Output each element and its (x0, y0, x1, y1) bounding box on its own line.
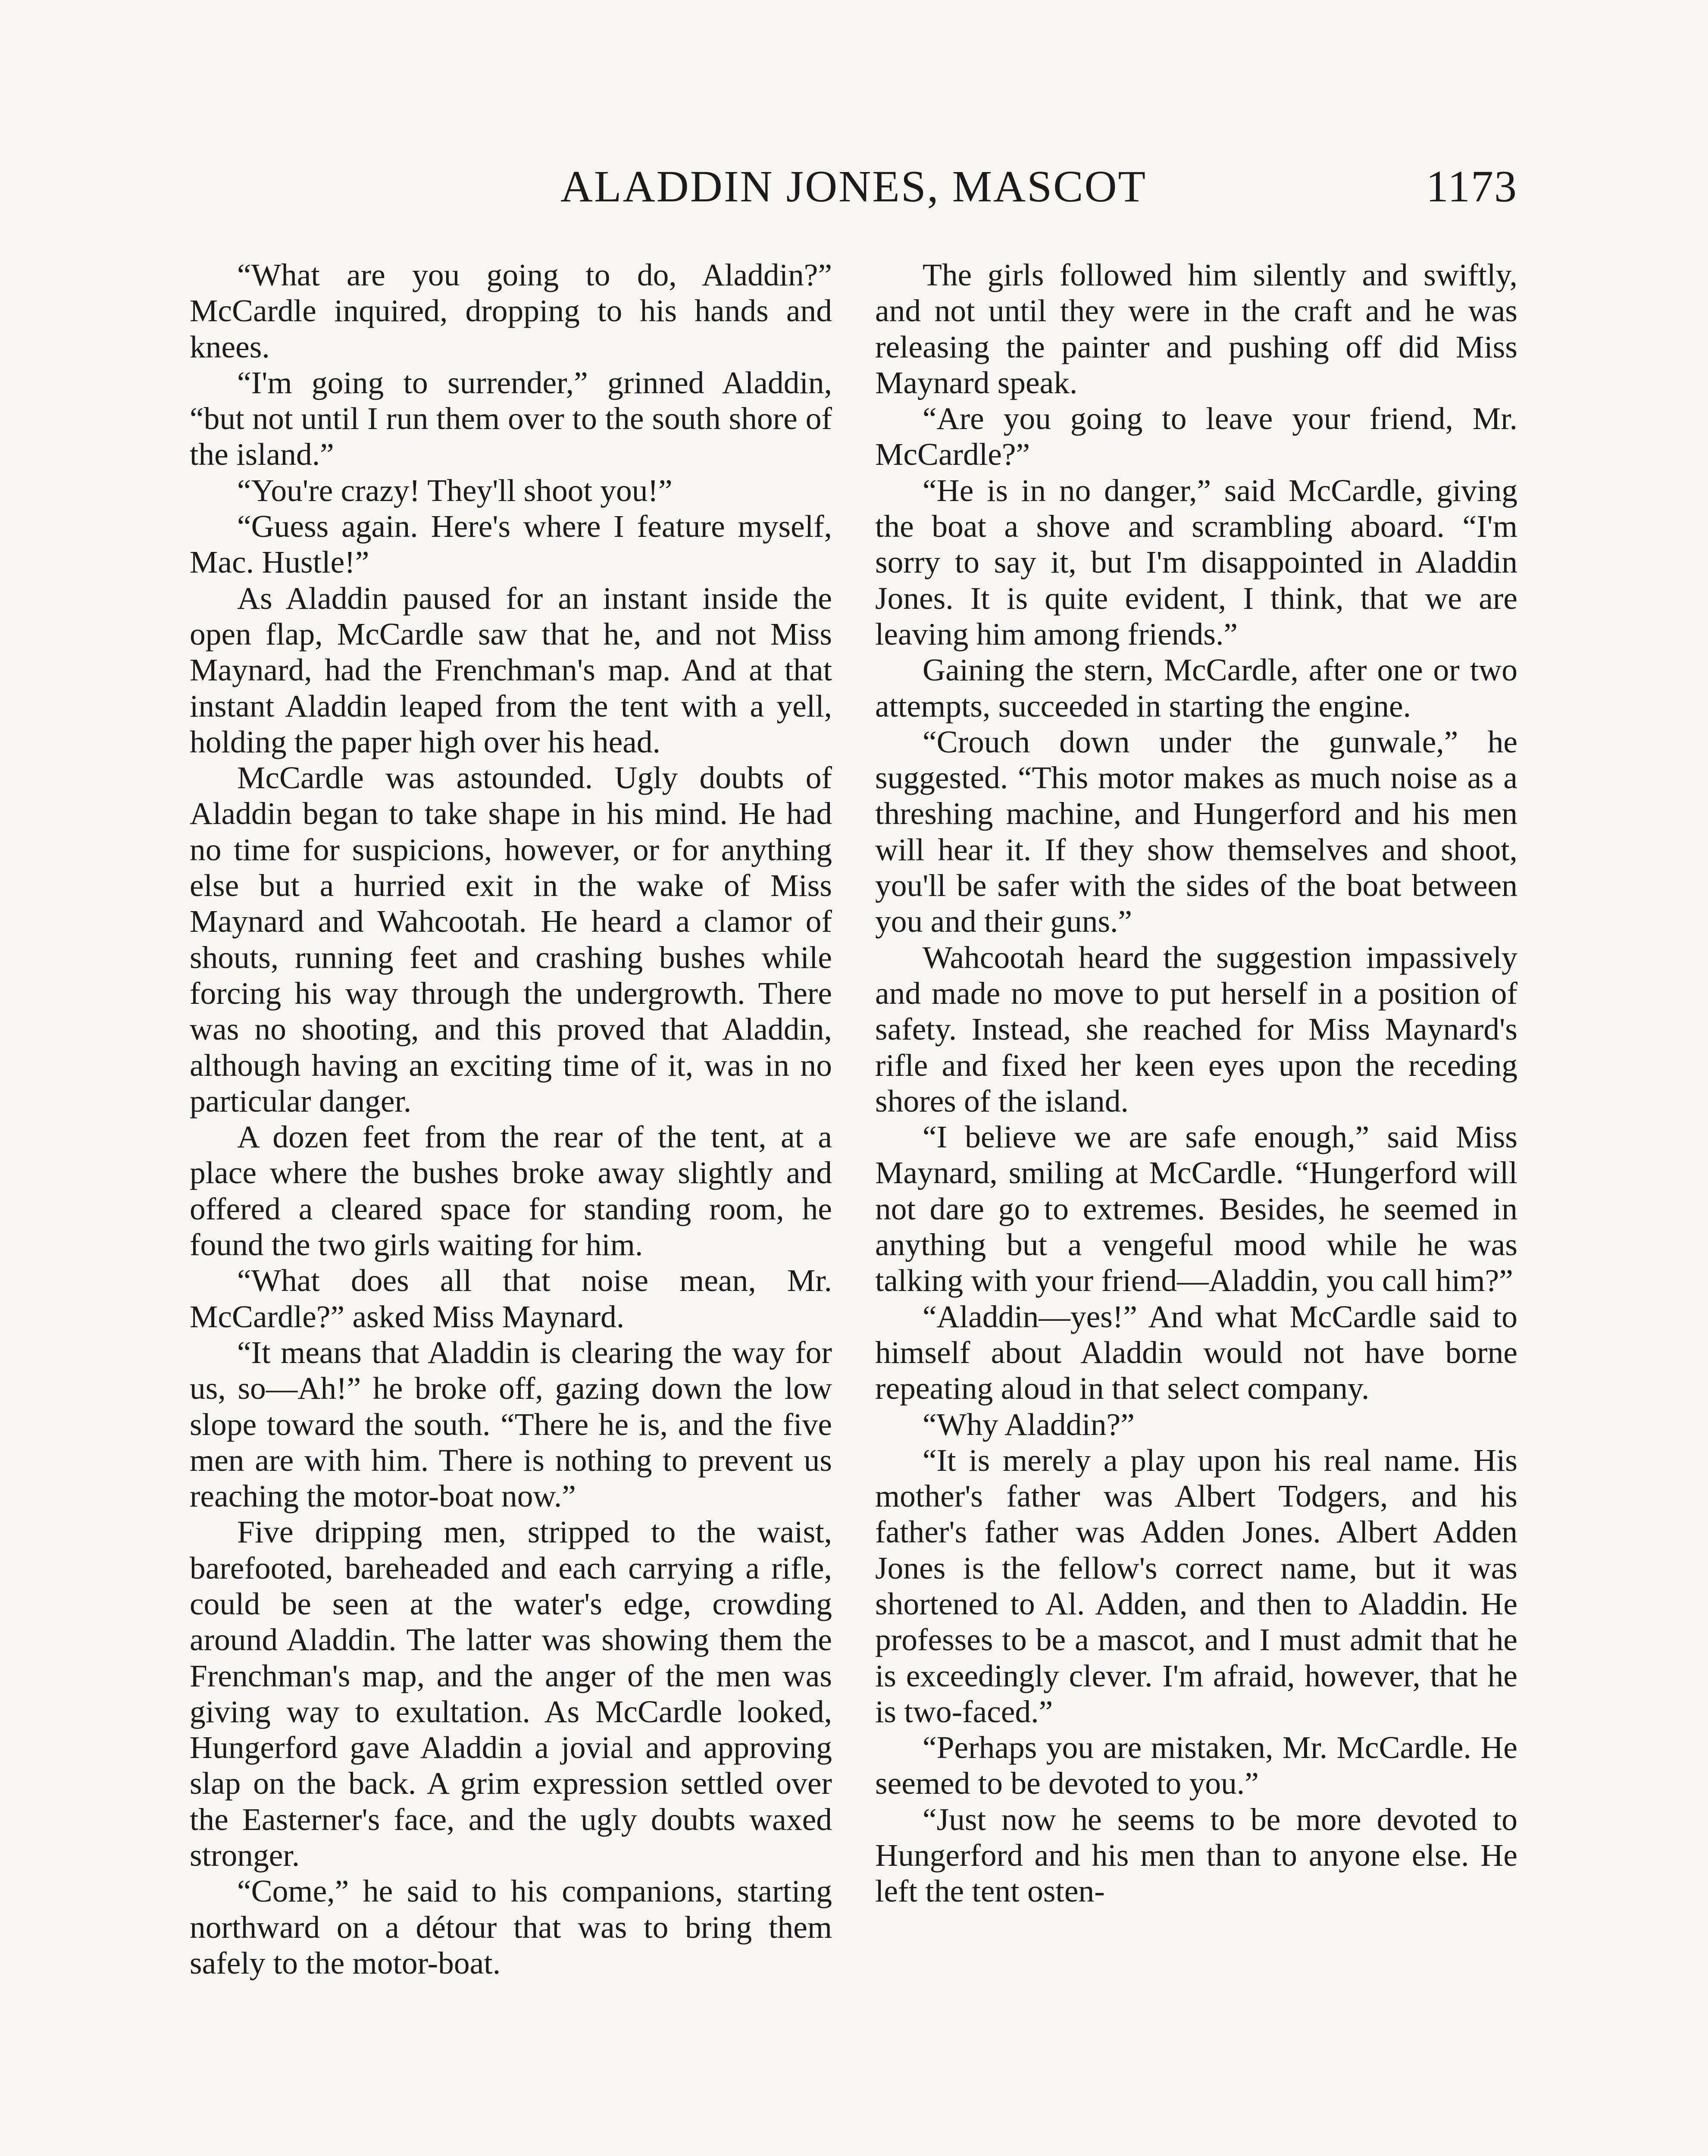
paragraph: “I believe we are safe enough,” said Miss Maynard, smiling at McCardle. “Hungerford will not dare go to extremes. Besides, he seemed in anything but a vengeful mood while he was talking with your friend—Aladdin, you call him?” (875, 1119, 1517, 1298)
paragraph: A dozen feet from the rear of the tent, at a place where the bushes broke away slightly and offered a cleared space for standing room, he found the two girls waiting for him. (190, 1119, 832, 1263)
paragraph: Wahcootah heard the suggestion impassively and made no move to put herself in a position of safety. Instead, she reached for Miss Maynard's rifle and fixed her keen eyes upon the receding shores of the island. (875, 940, 1517, 1119)
paragraph: “You're crazy! They'll shoot you!” (237, 473, 673, 508)
paragraph: “Come,” he said to his companions, starting northward on a détour that was to bring them safely to the motor-boat. (190, 1874, 832, 1981)
paragraph: As Aladdin paused for an instant inside the open flap, McCardle saw that he, and not Miss Maynard, had the Frenchman's map. And at that instant Aladdin leaped from the tent with a yell, holding the paper high over his head. (190, 580, 832, 759)
running-head (190, 154, 1517, 219)
paragraph: “It is merely a play upon his real name. His mother's father was Albert Todgers, and his father's father was Adden Jones. Albert Adden Jones is the fellow's correct name, but it was shortened to Al. Adden, and then to Aladdin. He professes to be a mascot, and I must admit that he is exceedingly clever. I'm afraid, however, that he is two-faced.” (875, 1442, 1517, 1729)
paragraph: “What are you going to do, Aladdin?” McCardle inquired, dropping to his hands and knees. (190, 257, 832, 364)
paragraph: “Perhaps you are mistaken, Mr. McCardle. He seemed to be devoted to you.” (875, 1730, 1517, 1801)
paragraph: “Guess again. Here's where I feature myself, Mac. Hustle!” (190, 509, 832, 580)
paragraph: McCardle was astounded. Ugly doubts of Aladdin began to take shape in his mind. He had no time for suspicions, however, or for anything else but a hurried exit in the wake of Miss Maynard and Wahcootah. He heard a clamor of shouts, running feet and crashing bushes while forcing his way through the undergrowth. There was no shooting, and this proved that Aladdin, although having an exciting time of it, was in no particular danger. (190, 760, 832, 1119)
paragraph: “Why Aladdin?” (923, 1407, 1135, 1442)
paragraph: “Aladdin—yes!” And what McCardle said to himself about Aladdin would not have borne repeating aloud in that select company. (875, 1299, 1517, 1406)
paragraph: Gaining the stern, McCardle, after one or two attempts, succeeded in starting the engine. (875, 652, 1517, 724)
paragraph: “What does all that noise mean, Mr. McCardle?” asked Miss Maynard. (190, 1263, 832, 1334)
paragraph: “Just now he seems to be more devoted to Hungerford and his men than to anyone else. He left the tent osten- (875, 1802, 1517, 1909)
paragraph: “He is in no danger,” said McCardle, giving the boat a shove and scrambling aboard. “I'm sorry to say it, but I'm disappointed in Aladdin Jones. It is quite evident, I think, that we are leaving him among friends.” (875, 473, 1517, 652)
paragraph: The girls followed him silently and swiftly, and not until they were in the craft and he was releasing the painter and pushing off did Miss Maynard speak. (875, 257, 1517, 400)
right-column (875, 257, 1517, 1909)
paragraph: “Crouch down under the gunwale,” he suggested. “This motor makes as much noise as a threshing machine, and Hungerford and his men will hear it. If they show themselves and shoot, you'll be safer with the sides of the boat between you and their guns.” (875, 724, 1517, 939)
paragraph: “I'm going to surrender,” grinned Aladdin, “but not until I run them over to the south shore of the island.” (190, 365, 832, 472)
paragraph: Five dripping men, stripped to the waist, barefooted, bareheaded and each carrying a rifle, could be seen at the water's edge, crowding around Aladdin. The latter was showing them the Frenchman's map, and the anger of the men was giving way to exultation. As McCardle looked, Hungerford gave Aladdin a jovial and approving slap on the back. A grim expression settled over the Easterner's face, and the ugly doubts waxed stronger. (190, 1514, 832, 1873)
paragraph: “It means that Aladdin is clearing the way for us, so—Ah!” he broke off, gazing down the low slope toward the south. “There he is, and the five men are with him. There is nothing to prevent us reaching the motor-boat now.” (190, 1335, 832, 1514)
page-number: 1173 (1426, 162, 1517, 211)
running-title: ALADDIN JONES, MASCOT (560, 162, 1147, 211)
left-column (190, 257, 832, 1981)
paragraph: “Are you going to leave your friend, Mr. McCardle?” (875, 401, 1517, 472)
